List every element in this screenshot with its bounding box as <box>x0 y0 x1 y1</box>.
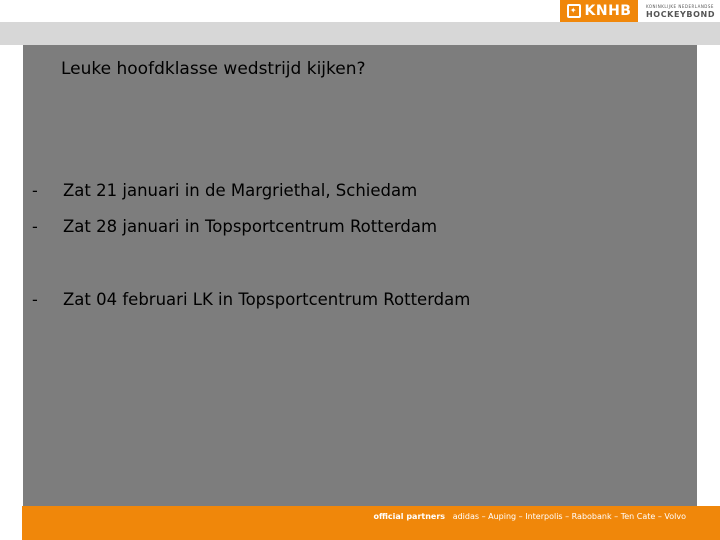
partners-line <box>374 512 687 521</box>
partners-list: adidas – Auping – Interpolis – Rabobank – Ten Cate – Volvo <box>452 512 686 521</box>
header-strip <box>0 22 720 45</box>
logo-subtitle-small: KONINKLIJKE NEDERLANDSE <box>646 3 714 9</box>
list-item <box>0 181 700 205</box>
logo-text <box>638 4 715 19</box>
logo-name: KNHB <box>584 3 632 19</box>
list-item-text: Zat 04 februari LK in Topsportcentrum Rotterdam <box>63 290 471 309</box>
list-item <box>0 217 700 241</box>
slide-panel <box>23 45 697 506</box>
knhb-logo-icon: ✦ <box>567 4 581 18</box>
list-item <box>0 290 700 314</box>
logo-subtitle-big: HOCKEYBOND <box>646 9 716 19</box>
footer-bar <box>22 506 720 540</box>
partners-label: official partners <box>373 512 446 521</box>
knhb-logo <box>560 0 720 22</box>
list-item-text: Zat 28 januari in Topsportcentrum Rotterdam <box>63 217 438 236</box>
logo-badge <box>560 0 638 22</box>
list-item-text: Zat 21 januari in de Margriethal, Schiedam <box>63 181 418 200</box>
slide-title: Leuke hoofdklasse wedstrijd kijken? <box>61 59 366 79</box>
bullet-dash: - <box>32 217 38 236</box>
bullet-dash: - <box>32 181 38 200</box>
bullet-dash: - <box>32 290 38 309</box>
